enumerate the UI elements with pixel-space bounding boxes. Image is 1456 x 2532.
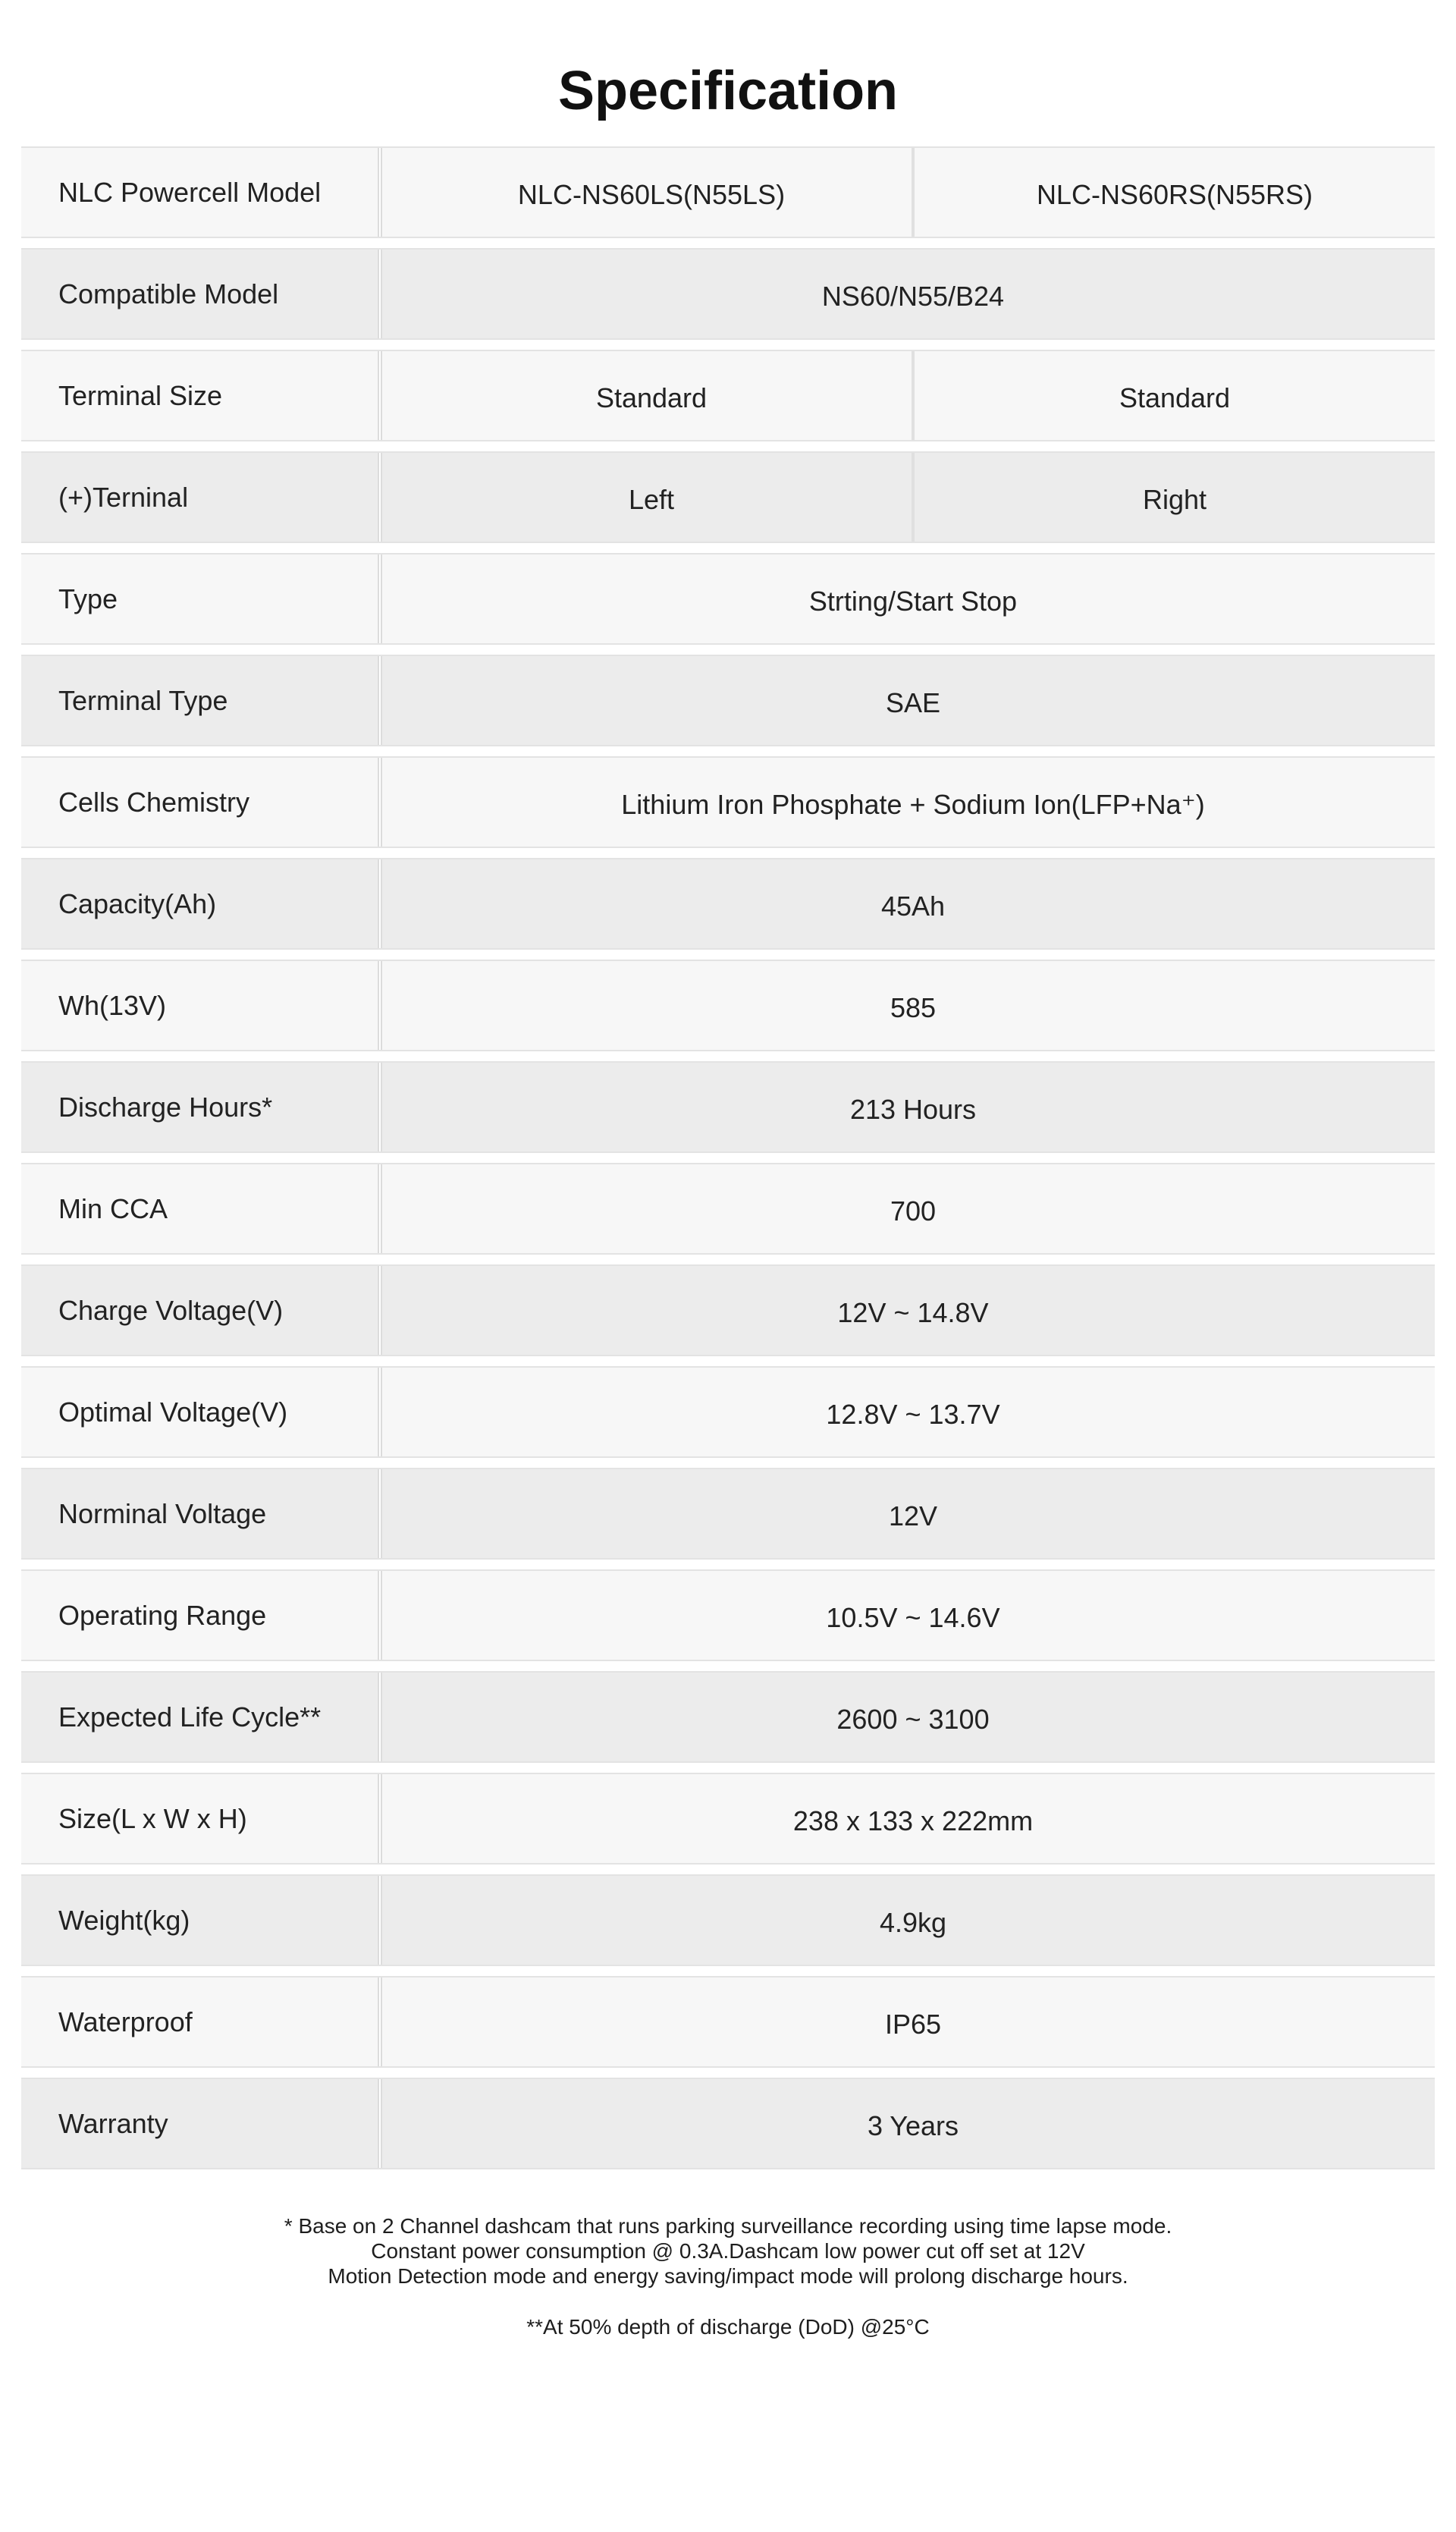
spec-values	[391, 250, 1435, 338]
spec-label: Wh(13V)	[58, 989, 167, 1021]
spec-values	[391, 1368, 1435, 1456]
spec-row	[21, 756, 1435, 848]
column-divider	[378, 961, 382, 1050]
spec-row	[21, 1773, 1435, 1864]
column-divider	[378, 250, 382, 338]
spec-value: SAE	[885, 686, 941, 718]
spec-row	[21, 1366, 1435, 1458]
spec-row	[21, 1468, 1435, 1560]
spec-label: Compatible Model	[58, 278, 279, 309]
spec-value: 45Ah	[880, 890, 946, 922]
column-divider	[378, 554, 382, 643]
spec-value: Standard	[912, 351, 1435, 440]
spec-value: 4.9kg	[879, 1906, 947, 1938]
spec-row	[21, 655, 1435, 746]
spec-values	[391, 1774, 1435, 1863]
spec-label: Type	[58, 583, 118, 614]
spec-values	[391, 148, 1435, 237]
spec-value: 238 x 133 x 222mm	[792, 1805, 1034, 1836]
column-divider	[378, 1673, 382, 1761]
column-divider	[378, 758, 382, 847]
footnote-line: * Base on 2 Channel dashcam that runs parking surveillance recording using time lapse mode.	[284, 2214, 1172, 2238]
spec-label: Min CCA	[58, 1192, 168, 1224]
spec-label: (+)Terninal	[58, 481, 189, 513]
column-divider	[378, 1368, 382, 1456]
spec-row	[21, 146, 1435, 238]
spec-row	[21, 350, 1435, 441]
spec-value: 12.8V ~ 13.7V	[826, 1398, 1000, 1430]
spec-row	[21, 1163, 1435, 1255]
column-divider	[378, 1266, 382, 1355]
spec-row	[21, 451, 1435, 543]
spec-row	[21, 1976, 1435, 2068]
spec-row	[21, 1264, 1435, 1356]
spec-label: Optimal Voltage(V)	[58, 1396, 288, 1428]
column-divider	[378, 1876, 382, 1965]
spec-values	[391, 758, 1435, 847]
spec-value: Strting/Start Stop	[808, 585, 1018, 617]
column-divider	[378, 656, 382, 745]
spec-value: 3 Years	[867, 2109, 959, 2141]
spec-row	[21, 960, 1435, 1051]
spec-label: Warranty	[58, 2107, 168, 2139]
spec-label: Terminal Type	[58, 684, 228, 716]
spec-label: NLC Powercell Model	[58, 176, 322, 208]
spec-label: Capacity(Ah)	[58, 887, 217, 919]
spec-value: NLC-NS60RS(N55RS)	[912, 148, 1435, 237]
spec-label: Norminal Voltage	[58, 1497, 267, 1529]
spec-row	[21, 1061, 1435, 1153]
spec-value: 213 Hours	[849, 1093, 977, 1125]
spec-values	[391, 2079, 1435, 2168]
column-divider	[378, 1571, 382, 1660]
spec-values	[391, 1164, 1435, 1253]
spec-values	[391, 1673, 1435, 1761]
spec-value: 700	[890, 1195, 937, 1227]
column-divider	[378, 1469, 382, 1558]
spec-row	[21, 1874, 1435, 1966]
spec-values	[391, 1978, 1435, 2066]
spec-value: 2600 ~ 3100	[836, 1703, 990, 1735]
spec-values	[391, 1469, 1435, 1558]
footnotes	[0, 2213, 1456, 2339]
spec-row	[21, 858, 1435, 950]
spec-values	[391, 1571, 1435, 1660]
column-divider	[378, 453, 382, 542]
page-title: Specification	[557, 61, 899, 121]
spec-values	[391, 453, 1435, 542]
spec-value: Left	[628, 483, 675, 515]
spec-row	[21, 553, 1435, 645]
spec-values	[391, 1266, 1435, 1355]
spec-value: NLC-NS60LS(N55LS)	[517, 178, 786, 210]
spec-value: 585	[890, 991, 937, 1023]
column-divider	[378, 1774, 382, 1863]
column-divider	[378, 1063, 382, 1151]
spec-value: Right	[912, 453, 1435, 542]
spec-row	[21, 1671, 1435, 1763]
spec-row	[21, 1569, 1435, 1661]
column-divider	[378, 2079, 382, 2168]
spec-value: NS60/N55/B24	[821, 280, 1005, 312]
spec-value: IP65	[884, 2008, 942, 2040]
footnote-line: Constant power consumption @ 0.3A.Dashcam low power cut off set at 12V	[371, 2239, 1085, 2263]
spec-values	[391, 1876, 1435, 1965]
spec-label: Terminal Size	[58, 379, 223, 411]
spec-value: 12V	[888, 1500, 938, 1531]
spec-values	[391, 859, 1435, 948]
spec-value: 12V ~ 14.8V	[837, 1296, 989, 1328]
spec-row	[21, 248, 1435, 340]
spec-label: Expected Life Cycle**	[58, 1701, 322, 1733]
column-divider	[378, 148, 382, 237]
spec-label: Charge Voltage(V)	[58, 1294, 284, 1326]
spec-label: Size(L x W x H)	[58, 1802, 247, 1834]
footnote-line: Motion Detection mode and energy saving/impact mode will prolong discharge hours.	[328, 2264, 1128, 2288]
spec-values	[391, 1063, 1435, 1151]
footnote-dod: **At 50% depth of discharge (DoD) @25°C	[526, 2315, 930, 2339]
spec-label: Operating Range	[58, 1599, 267, 1631]
spec-value: Lithium Iron Phosphate + Sodium Ion(LFP+Na⁺)	[621, 788, 1205, 820]
column-divider	[378, 859, 382, 948]
column-divider	[378, 1978, 382, 2066]
spec-row	[21, 2078, 1435, 2169]
spec-label: Weight(kg)	[58, 1904, 190, 1936]
spec-values	[391, 961, 1435, 1050]
spec-label: Cells Chemistry	[58, 786, 250, 818]
spec-value: 10.5V ~ 14.6V	[826, 1601, 1000, 1633]
column-divider	[378, 1164, 382, 1253]
spec-values	[391, 351, 1435, 440]
spec-values	[391, 656, 1435, 745]
spec-label: Discharge Hours*	[58, 1091, 273, 1123]
column-divider	[378, 351, 382, 440]
specification-table	[21, 146, 1435, 2179]
spec-label: Waterproof	[58, 2006, 193, 2037]
spec-value: Standard	[595, 382, 708, 413]
spec-values	[391, 554, 1435, 643]
